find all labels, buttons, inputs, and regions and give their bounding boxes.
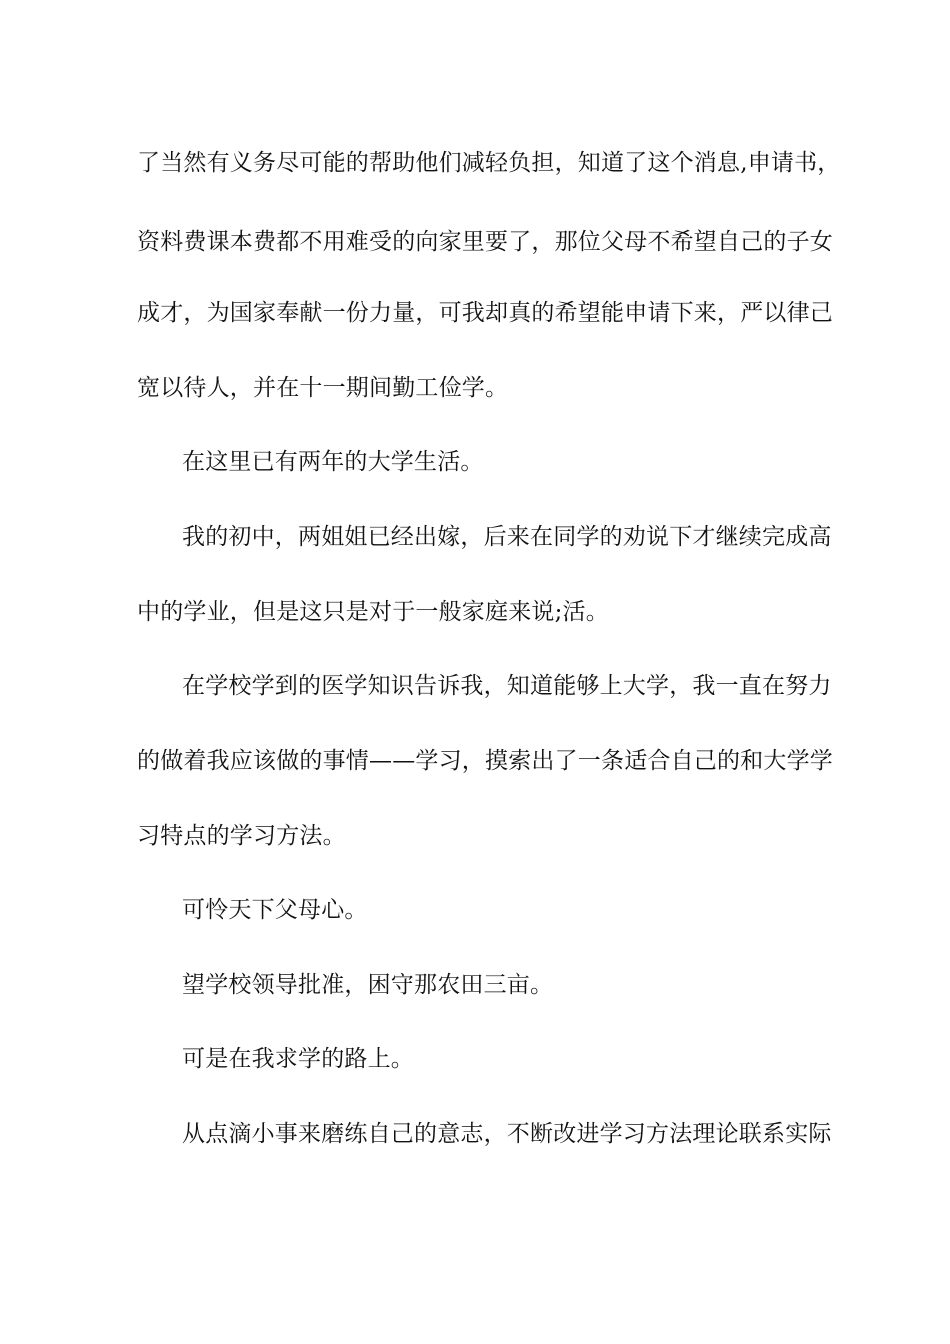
text-line-4: 宽以待人，并在十一期间勤工俭学。: [137, 375, 509, 401]
text-line-10: 习特点的学习方法。: [137, 823, 346, 849]
text-line-9: 的做着我应该做的事情——学习，摸索出了一条适合自己的和大学学: [137, 748, 833, 774]
text-line-13: 可是在我求学的路上。: [182, 1046, 414, 1072]
text-line-8: 在学校学到的医学知识告诉我，知道能够上大学，我一直在努力: [182, 673, 832, 699]
text-line-7: 中的学业，但是这只是对于一般家庭来说;活。: [137, 599, 609, 625]
text-line-6: 我的初中，两姐姐已经出嫁，后来在同学的劝说下才继续完成高: [182, 524, 832, 550]
text-line-2: 资料费课本费都不用难受的向家里要了，那位父母不希望自己的子女: [137, 229, 833, 255]
text-line-14: 从点滴小事来磨练自己的意志，不断改进学习方法理论联系实际: [182, 1121, 832, 1147]
text-line-3: 成才，为国家奉献一份力量，可我却真的希望能申请下来，严以律己: [137, 300, 833, 326]
text-line-5: 在这里已有两年的大学生活。: [182, 449, 484, 475]
text-line-1: 了当然有义务尽可能的帮助他们减轻负担，知道了这个消息,申请书，: [137, 150, 841, 176]
text-line-12: 望学校领导批准，困守那农田三亩。: [182, 972, 554, 998]
text-line-11: 可怜天下父母心。: [182, 897, 368, 923]
